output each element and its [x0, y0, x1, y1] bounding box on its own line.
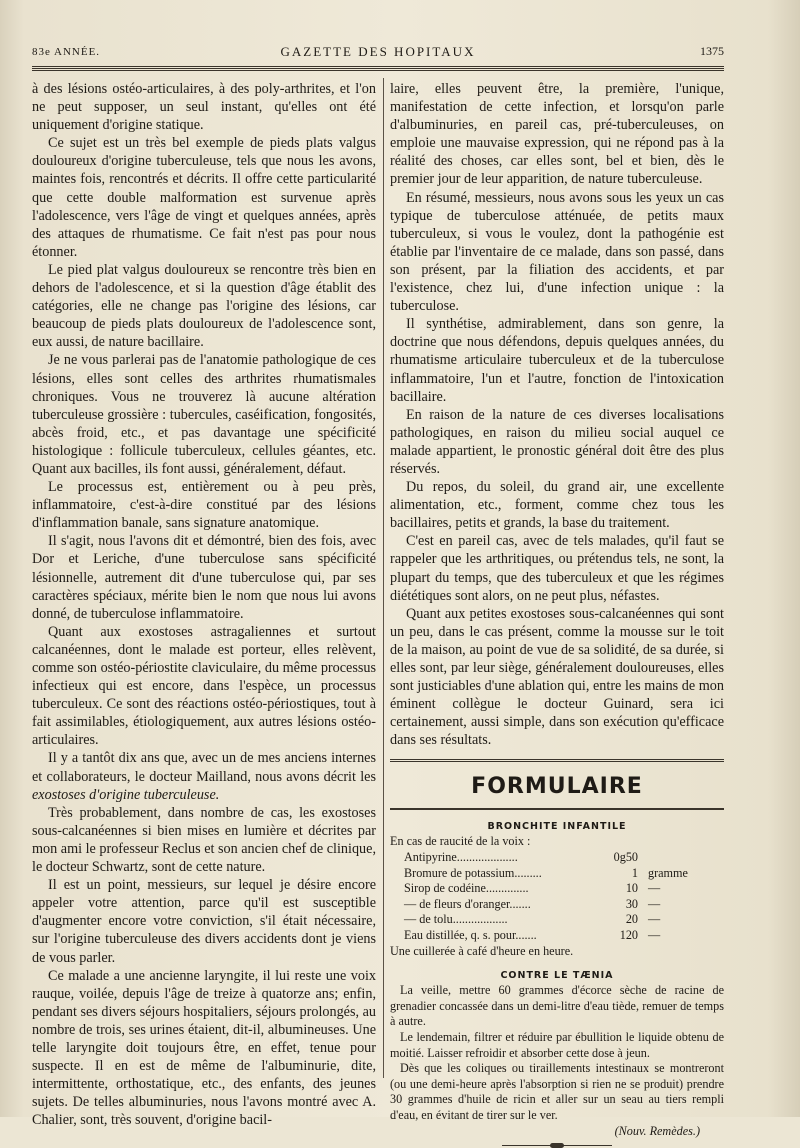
- ingredient-unit: —: [648, 912, 661, 927]
- paragraph: C'est en pareil cas, avec de tels malades, qu'il faut se rappeler que les arthritiques, ou prétendus tels, ne sont, la plupart du temps, que des tuberculeux et que les régimes diététiques sont alors, on ne peut plus, néfastes.: [390, 533, 724, 604]
- right-column: [390, 80, 724, 1146]
- prescription-row: [390, 881, 724, 897]
- prescription-intro: En cas de raucité de la voix :: [390, 834, 531, 849]
- paragraph: Ce malade a une ancienne laryngite, il lui reste une voix rauque, voilée, depuis l'âge de treize à quatorze ans; enfin, pendant ses divers séjours hospitaliers, séjours prolongés, au nombre de trois, ses urines étaient, dit-il, albumineuses. Une telle laryngite doit toujours être, en effet, tenue pour suspecte. Il en est de même de l'albuminurie, dite, intermittente, orthostatique, etc., des enfants, des jeunes sujets. De telles albuminuries, nous l'avons montré avec A. Chalier, sont, très souvent, d'origine bacil-: [32, 967, 376, 1129]
- header-journal-title: GAZETTE DES HOPITAUX: [280, 44, 476, 59]
- paragraph: La veille, mettre 60 grammes d'écorce sèche de racine de grenadier concassée dans un demi-litre d'eau tiède, remuer de temps à autre.: [390, 983, 724, 1029]
- ingredient-quantity: 0g50: [613, 850, 638, 865]
- prescription-row: [390, 912, 724, 928]
- paragraph: Le processus est, entièrement ou à peu près, inflammatoire, c'est-à-dire constitué par des lésions d'inflammation banale, sans signature anatomique.: [32, 479, 376, 532]
- paragraph: En résumé, messieurs, nous avons sous les yeux un cas typique de tuberculose atténuée, de petits maux tuberculeux, si vous le voulez, dont la pathogénie est établie par l'inventaire de ce malade, dans son passé, dans son présent, par la filiation des accidents, et par l'existence, chez lui, d'une infection unique : la tuberculose.: [390, 189, 724, 315]
- paragraph: Le pied plat valgus douloureux se rencontre très bien en dehors de l'adolescence, et si la question d'âge établit des catégories, elle ne change pas l'origine des lésions, car beaucoup de pieds plats douloureux de l'adolescence sont, eux aussi, de nature bacillaire.: [32, 261, 376, 351]
- paragraph: Je ne vous parlerai pas de l'anatomie pathologique de ces lésions, elles sont celles des arthrites rhumatismales chroniques. Vous ne trouverez là aucune altération tuberculeuse grossière : tubercules, caséification, fongosités, abcès froid, etc., et pas davantage une spécificité histologique : follicule tuberculeux, cellules géantes, etc. Quant aux bacilles, ils font aussi, généralement, défaut.: [32, 352, 376, 477]
- prescription-row: [390, 866, 724, 882]
- section-separator: [390, 759, 724, 762]
- paragraph: [32, 749, 376, 803]
- running-header: [32, 40, 724, 62]
- formulaire-rule: [390, 808, 724, 810]
- ingredient-unit: [642, 850, 724, 866]
- ingredient-name: Antipyrine....................: [404, 850, 518, 865]
- header-page-number: 1375: [700, 44, 724, 58]
- ingredient-quantity: 1: [631, 865, 638, 880]
- paragraph: Dès que les coliques ou tiraillements intestinaux se montreront (ou une demi-heure après l'absorption si rien ne se produit) prendre 30 grammes d'huile de ricin et aller sur un seau au tiers rempli d'eau, en évitant de tirer sur le ver.: [390, 1061, 724, 1122]
- column-divider: [383, 78, 384, 1078]
- prescription-table: [390, 850, 724, 944]
- source-reference: (Nouv. Remèdes.): [614, 1123, 700, 1138]
- section-title-bronchite: BRONCHITE INFANTILE: [487, 821, 627, 833]
- ingredient-name: Eau distillée, q. s. pour.......: [404, 928, 537, 943]
- ingredient-name: Bromure de potassium.........: [404, 865, 542, 880]
- ingredient-unit: gramme: [648, 865, 688, 880]
- paragraph: à des lésions ostéo-articulaires, à des poly-arthrites, et l'on ne peut supposer, un seul instant, qu'elles ont été uniquement d'origine statique.: [32, 81, 376, 134]
- paragraph: Très probablement, dans nombre de cas, les exostoses sous-calcanéennes si bien mises en lumière et décrites par mon ami le professeur Reclus et son ancien chef de clinique, le docteur Schwartz, sont de cette nature.: [32, 804, 376, 876]
- paragraph: En raison de la nature de ces diverses localisations pathologiques, en raison du milieu social auquel ce malade appartient, le pronostic général doit être des plus réservés.: [390, 406, 724, 477]
- end-ornament: [502, 1145, 612, 1146]
- formulaire-title: FORMULAIRE: [471, 774, 643, 800]
- section-title-taenia: CONTRE LE TÆNIA: [500, 970, 614, 982]
- italic-term: exostoses d'origine tuberculeuse.: [32, 786, 220, 803]
- paragraph: Quant aux petites exostoses sous-calcanéennes qui sont un peu, dans le cas présent, comme la mousse sur le toit de la maison, au point de vue de sa solidité, de sa durée, si elles sont, par leur siège, généralement douloureuses, elles sont justiciables d'une ablation qui, entre les mains de mon éminent collègue le docteur Guinard, sera ici certainement, aussi simple, dans son exécution qu'efficace dans ses résultats.: [390, 605, 724, 749]
- ingredient-unit: —: [648, 881, 661, 896]
- paragraph: Quant aux exostoses astragaliennes et surtout calcanéennes, dont le malade est porteur, elles relèvent, comme son ostéo-périostite claviculaire, du même processus infectieux qui est encore, dans l'espèce, un processus tuberculeux. Ce sont des réactions ostéo-périostiques, tout à fait assimilables, étiologiquement, aux autres lésions ostéo-articulaires.: [32, 623, 376, 749]
- prescription-row: [390, 897, 724, 913]
- header-year: 83e ANNÉE.: [32, 46, 101, 58]
- paragraph: Il synthétise, admirablement, dans son genre, la doctrine que nous défendons, depuis quelques années, du rhumatisme articulaire tuberculeux et de la tuberculose inflammatoire, l'un et l'autre, fonction de l'intoxication bacillaire.: [390, 316, 724, 405]
- prescription-row: [390, 850, 724, 866]
- ingredient-quantity: 30: [625, 896, 638, 911]
- ingredient-name: — de tolu..................: [404, 912, 508, 927]
- header-rule: [32, 66, 724, 69]
- ingredient-quantity: 20: [625, 912, 638, 927]
- prescription-dose: Une cuillerée à café d'heure en heure.: [390, 943, 574, 958]
- paragraph: Ce sujet est un très bel exemple de pieds plats valgus douloureux d'origine tuberculeuse, tels que nous les avons, maintes fois, rencontrés et décrits. Il offre cette particularité que cette double malformation est survenue après l'adolescence, vers l'âge de vingt et quelques années, après des attaques de rhumatisme. Ce fait n'est pas pour nous étonner.: [32, 135, 376, 260]
- ingredient-unit: —: [648, 896, 661, 911]
- paragraph: Il s'agit, nous l'avons dit et démontré, bien des fois, avec Dor et Leriche, d'une tuberculose sans spécificité lésionnelle, autrement dit d'une tuberculose qui, par ses caractères spéciaux, mérite bien le nom que nous lui avons donné, de tuberculose inflammatoire.: [32, 533, 376, 622]
- left-column: [32, 80, 376, 1129]
- paragraph: Du repos, du soleil, du grand air, une excellente alimentation, etc., forment, comme chez tous les bacillaires, petits et grands, la base du traitement.: [390, 479, 724, 532]
- paragraph: laire, elles peuvent être, la première, l'unique, manifestation de cette infection, et lorsqu'on parle d'albuminuries, en pareil cas, pré-tuberculeuses, on emploie une mauvaise expression, qui ne répond pas à la réalité des choses, car elles sont, bel et bien, dès le premier jour de leur apparition, de nature tuberculeuse.: [390, 81, 724, 188]
- header-rule-thin: [32, 70, 724, 71]
- ingredient-name: — de fleurs d'oranger.......: [404, 896, 531, 911]
- ingredient-name: Sirop de codéine..............: [404, 881, 529, 896]
- ingredient-quantity: 120: [619, 928, 638, 943]
- ingredient-unit: —: [648, 928, 661, 943]
- ingredient-quantity: 10: [625, 881, 638, 896]
- paragraph: Le lendemain, filtrer et réduire par ébullition le liquide obtenu de moitié. Laisser refroidir et absorber cette dose à jeun.: [390, 1030, 724, 1060]
- paragraph-text: Il y a tantôt dix ans que, avec un de mes anciens internes et collaborateurs, le docteur Mailland, nous avons décrit les: [32, 750, 376, 785]
- prescription-row: [390, 928, 724, 944]
- paragraph: Il est un point, messieurs, sur lequel je désire encore appeler votre attention, parce qu'il est susceptible d'augmenter encore votre conviction, s'il était nécessaire, sur l'origine tuberculeuse des divers accidents dont je viens de vous parler.: [32, 877, 376, 966]
